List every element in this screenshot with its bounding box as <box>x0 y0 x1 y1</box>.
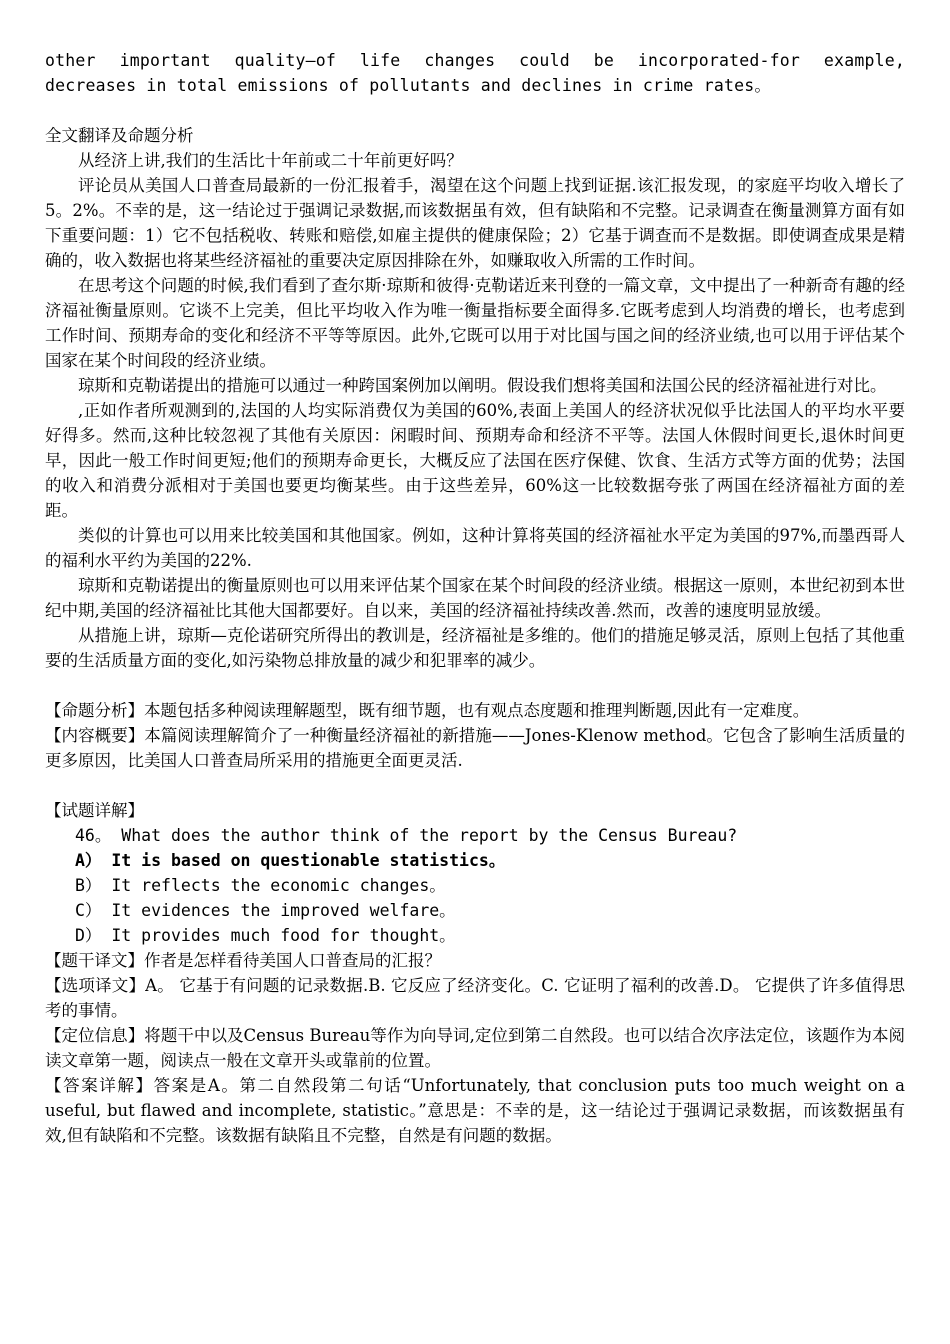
intro-line-2: decreases in total emissions of pollutants and declines in crime rates。 <box>45 76 772 95</box>
location-info: 【定位信息】将题干中以及Census Bureau等作为向导词,定位到第二自然段。也可以结合次序法定位，该题作为本阅读文章第一题，阅读点一般在文章开头或靠前的位置。 <box>45 1026 905 1070</box>
option-b: B） It reflects the economic changes。 <box>75 876 446 895</box>
translation-paragraph: 从措施上讲，琼斯—克伦诺研究所得出的教训是，经济福祉是多维的。他们的措施足够灵活，原则上包括了其他重要的生活质量方面的变化,如污染物总排放量的减少和犯罪率的减少。 <box>45 626 905 670</box>
translation-paragraph: 类似的计算也可以用来比较美国和其他国家。例如，这种计算将英国的经济福祉水平定为美国的97%,而墨西哥人的福利水平约为美国的22%. <box>45 526 905 570</box>
answer-explanation: 【答案详解】答案是A。第二自然段第二句话“Unfortunately, that conclusion puts too much weight on a useful, but flawed and incomplete, statistic。”意思是：不幸的是，这一结论过于强调记录数据，而该数据虽有效,但有缺陷和不完整。该数据有缺陷且不完整，自然是有问题的数据。 <box>45 1076 905 1145</box>
translation-paragraph: 琼斯和克勒诺提出的措施可以通过一种跨国案例加以阐明。假设我们想将美国和法国公民的经济福祉进行对比。 <box>78 376 887 395</box>
option-d: D） It provides much food for thought。 <box>75 926 456 945</box>
content-summary: 【内容概要】本篇阅读理解简介了一种衡量经济福祉的新措施——Jones-Klenow method。它包含了影响生活质量的更多原因，比美国人口普查局所采用的措施更全面更灵活. <box>45 726 905 770</box>
translation-paragraph: ,正如作者所观测到的,法国的人均实际消费仅为美国的60%,表面上美国人的经济状况似乎比法国人的平均水平要好得多。然而,这种比较忽视了其他有关原因：闲暇时间、预期寿命和经济不平等。法国人休假时间更长,退休时间更早，因此一般工作时间更短;他们的预期寿命更长，大概反应了法国在医疗保健、饮食、生活方式等方面的优势；法国的收入和消费分派相对于美国也要更均衡某些。由于这些差异，60%这一比较数据夸张了两国在经济福祉方面的差距。 <box>45 401 905 520</box>
options-translation: 【选项译文】A。 它基于有问题的记录数据.B. 它反应了经济变化。C. 它证明了福利的改善.D。 它提供了许多值得思考的事情。 <box>45 976 905 1020</box>
translation-paragraph: 从经济上讲,我们的生活比十年前或二十年前更好吗？ <box>78 151 463 170</box>
translation-paragraph: 评论员从美国人口普查局最新的一份汇报着手，渴望在这个问题上找到证据.该汇报发现，的家庭平均收入增长了5。2%。不幸的是，这一结论过于强调记录数据,而该数据虽有效，但有缺陷和不完整。记录调查在衡量测算方面有如下重要问题：1）它不包括税收、转账和赔偿,如雇主提供的健康保险；2）它基于调查而不是数据。即使调查成果是精确的，收入数据也将某些经济福祉的重要决定原因排除在外，如赚取收入所需的工作时间。 <box>45 176 905 270</box>
option-a: A） It is based on questionable statistics。 <box>75 851 506 870</box>
detail-heading: 【试题详解】 <box>45 801 144 820</box>
document-page <box>45 48 905 1148</box>
question-46: 46。 What does the author think of the report by the Census Bureau? <box>75 826 738 845</box>
translation-paragraph: 琼斯和克勒诺提出的衡量原则也可以用来评估某个国家在某个时间段的经济业绩。根据这一原则，本世纪初到本世纪中期,美国的经济福祉比其他大国都要好。自以来，美国的经济福祉持续改善.然而，改善的速度明显放缓。 <box>45 576 905 620</box>
mingti-analysis: 【命题分析】本题包括多种阅读理解题型，既有细节题，也有观点态度题和推理判断题,因此有一定难度。 <box>45 701 810 720</box>
translation-heading: 全文翻译及命题分析 <box>45 126 194 145</box>
stem-translation: 【题干译文】作者是怎样看待美国人口普查局的汇报？ <box>45 951 441 970</box>
translation-paragraph: 在思考这个问题的时候,我们看到了查尔斯·琼斯和彼得·克勒诺近来刊登的一篇文章，文中提出了一种新奇有趣的经济福祉衡量原则。它谈不上完美，但比平均收入作为唯一衡量指标要全面得多.它既考虑到人均消费的增长，也考虑到工作时间、预期寿命的变化和经济不平等等原因。此外,它既可以用于对比国与国之间的经济业绩,也可以用于评估某个国家在某个时间段的经济业绩。 <box>45 276 905 370</box>
option-c: C） It evidences the improved welfare。 <box>75 901 456 920</box>
intro-line-1: other important quality—of life changes could be incorporated-for example, <box>45 51 905 70</box>
